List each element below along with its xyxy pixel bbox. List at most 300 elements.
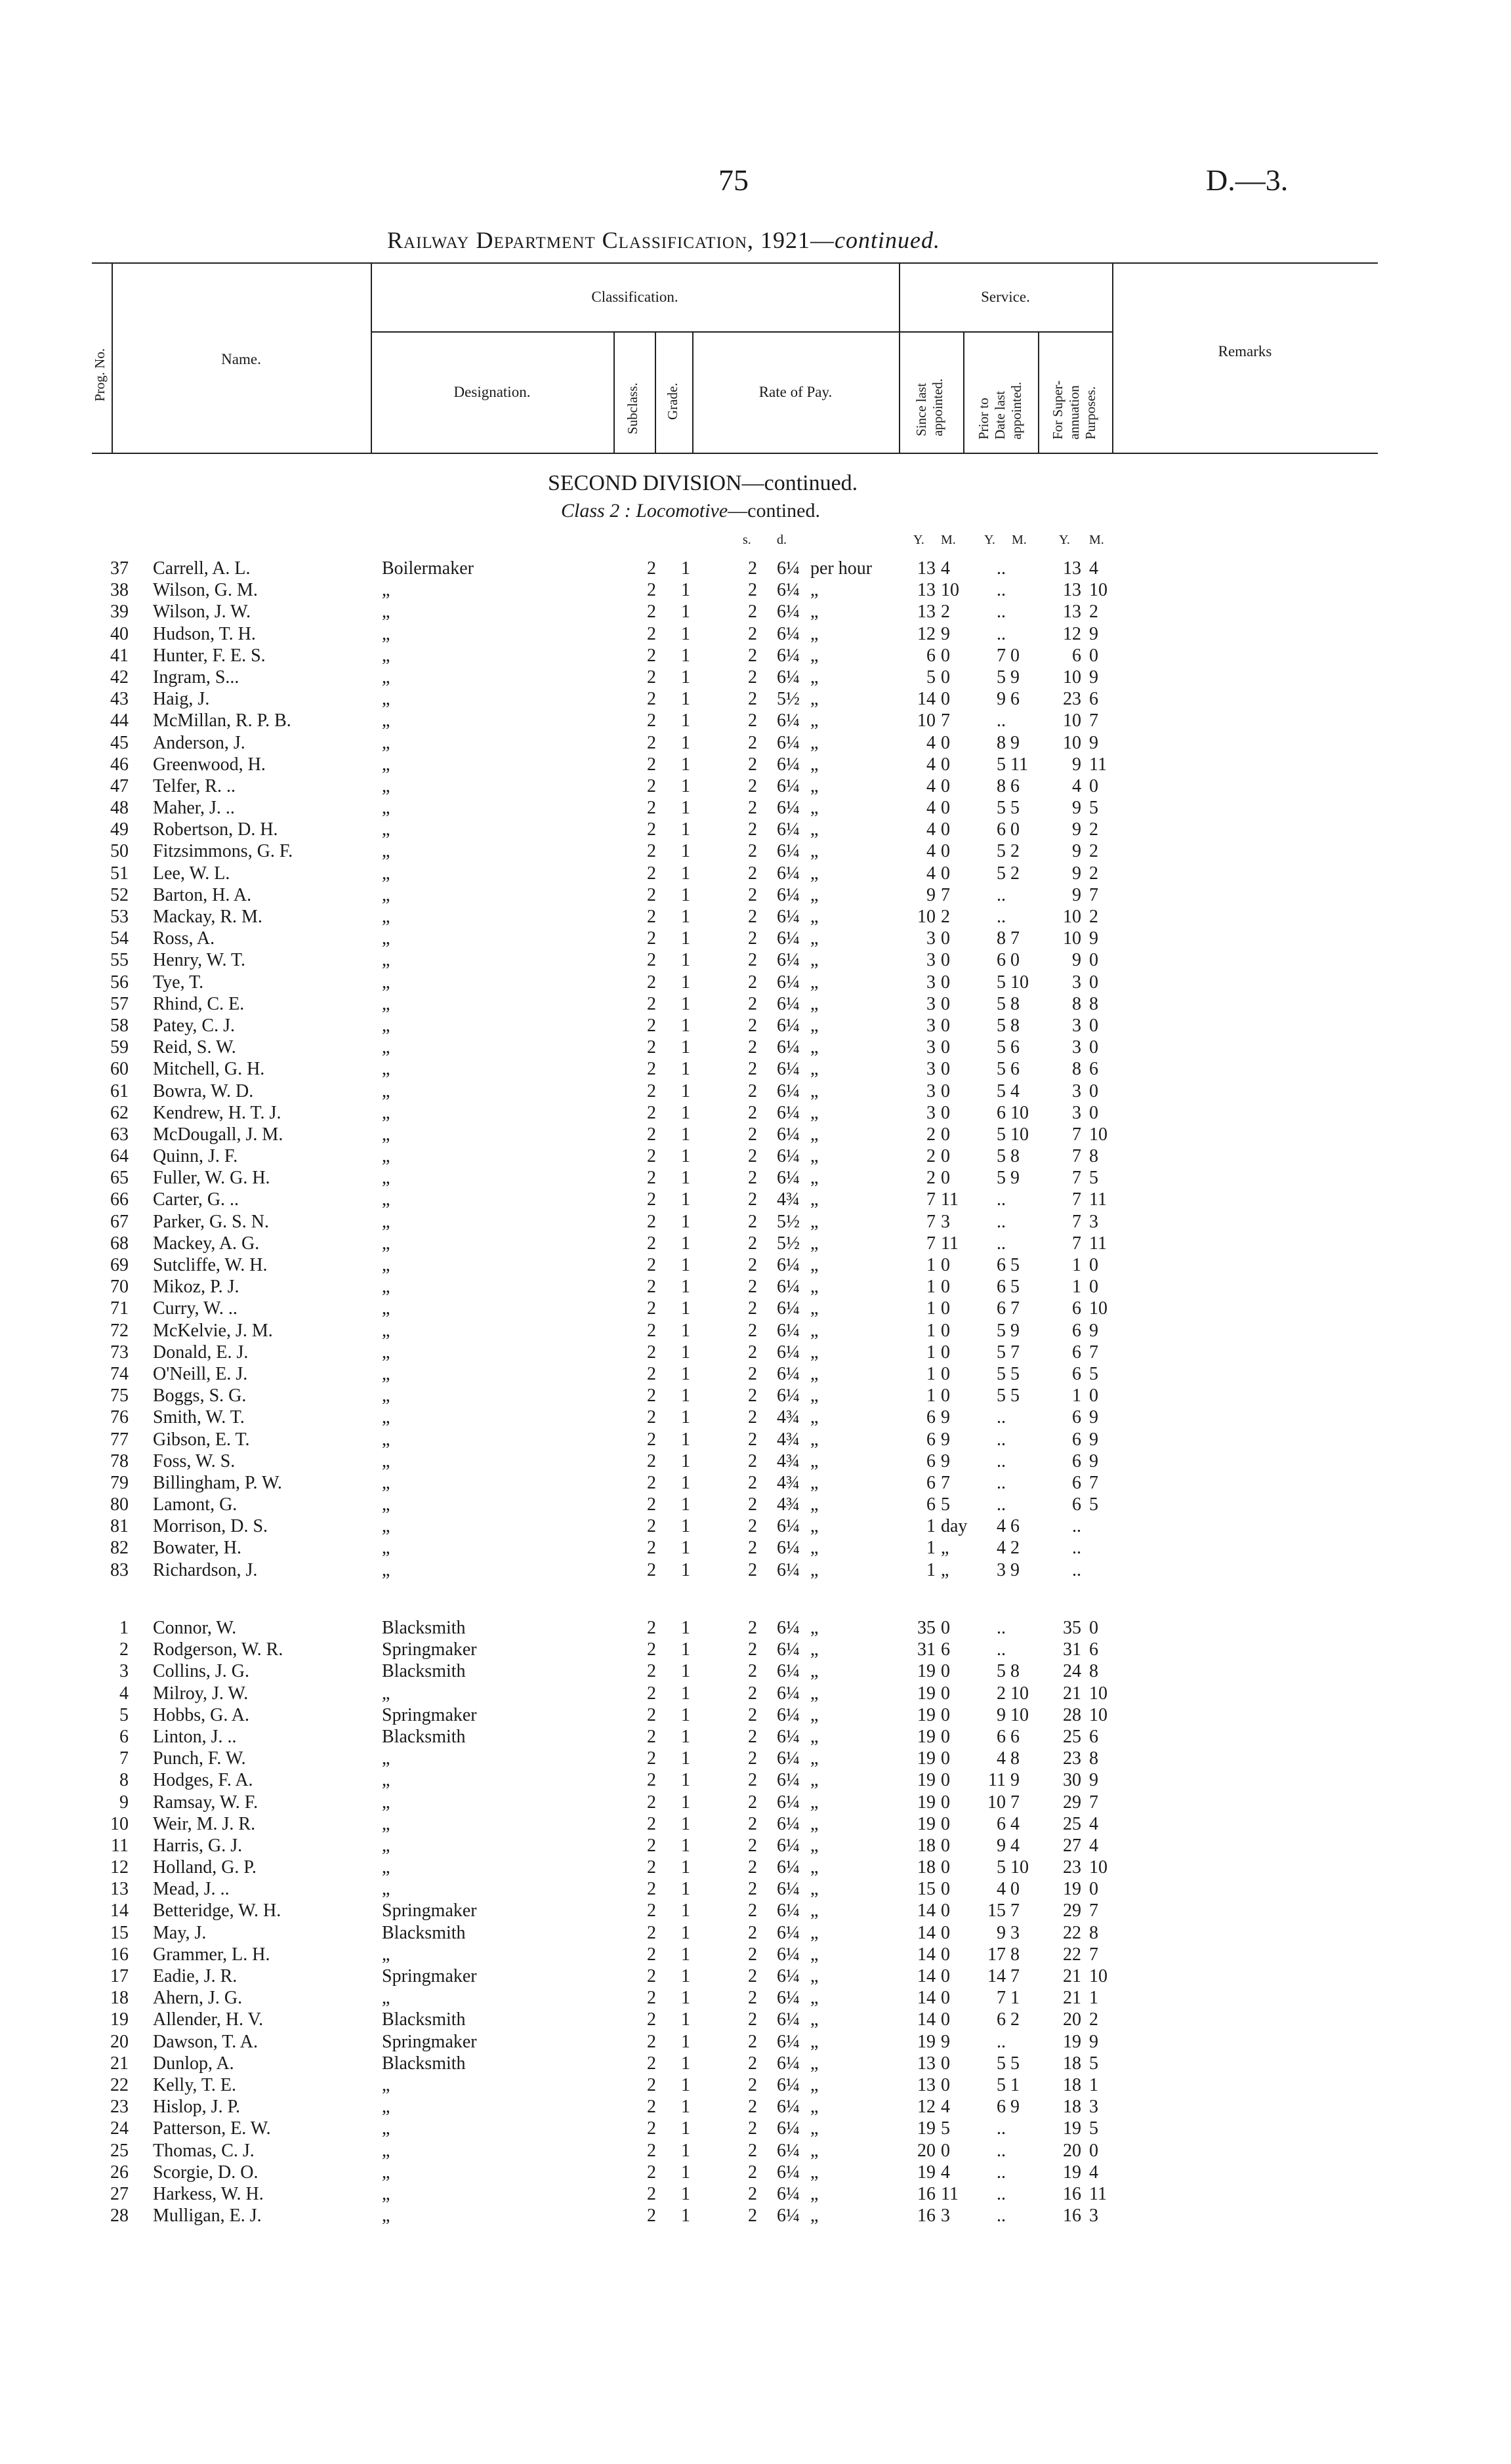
rate-shillings: 2 <box>748 1704 757 1725</box>
super-years: 9 <box>1072 863 1081 884</box>
super-months: 4 <box>1089 2162 1098 2183</box>
rate-shillings: 2 <box>748 2097 757 2118</box>
rate-shillings: 2 <box>748 1683 757 1704</box>
super-years: 9 <box>1072 950 1081 971</box>
super-years: .. <box>1072 1559 1081 1580</box>
prog-no: 61 <box>110 1080 129 1101</box>
since-months: 7 <box>941 710 950 731</box>
rate-unit: „ <box>810 1255 819 1275</box>
since-years: 1 <box>926 1363 936 1384</box>
prior-years: .. <box>997 1211 1006 1232</box>
designation: Blacksmith <box>382 2009 466 2030</box>
designation: „ <box>382 950 390 971</box>
employee-name: Ingram, S... <box>153 667 239 688</box>
rate-unit: „ <box>810 1363 819 1384</box>
super-months: 9 <box>1089 1407 1098 1428</box>
prior-years: 5 <box>997 1857 1006 1878</box>
rate-unit: „ <box>810 1748 819 1769</box>
rate-unit: „ <box>810 689 819 710</box>
designation: „ <box>382 2140 390 2161</box>
designation: „ <box>382 1386 390 1407</box>
grade: 1 <box>681 819 690 840</box>
super-years: 7 <box>1072 1124 1081 1145</box>
super-months: 0 <box>1089 1386 1098 1407</box>
employee-name: Kendrew, H. T. J. <box>153 1102 281 1123</box>
prog-no: 82 <box>110 1538 129 1559</box>
prior-months: 7 <box>1010 928 1020 949</box>
rate-shillings: 2 <box>748 1363 757 1384</box>
table-row <box>0 1037 1511 1058</box>
rate-unit: „ <box>810 1320 819 1341</box>
prior-months: 2 <box>1010 1538 1020 1559</box>
rate-pence: 6¼ <box>777 1516 800 1537</box>
table-row <box>0 2009 1511 2030</box>
designation: „ <box>382 1429 390 1450</box>
since-years: 19 <box>917 1792 936 1813</box>
super-years: 10 <box>1063 732 1081 753</box>
super-months: 0 <box>1089 1015 1098 1036</box>
prior-months: 5 <box>1010 798 1020 819</box>
super-years: 13 <box>1063 602 1081 623</box>
rate-pence: 6¼ <box>777 1363 800 1384</box>
prior-years: 6 <box>997 950 1006 971</box>
prog-no: 40 <box>110 623 129 644</box>
prog-no: 16 <box>110 1944 129 1965</box>
since-months: 4 <box>941 2097 950 2118</box>
since-years: 13 <box>917 580 936 601</box>
super-months: 7 <box>1089 710 1098 731</box>
rate-unit: „ <box>810 1277 819 1298</box>
employee-name: Ramsay, W. F. <box>153 1792 259 1813</box>
rate-unit: „ <box>810 2097 819 2118</box>
rate-unit: „ <box>810 1835 819 1856</box>
rate-pence: 6¼ <box>777 1879 800 1900</box>
super-years: 3 <box>1072 1102 1081 1123</box>
since-months: 0 <box>941 1080 950 1101</box>
super-months: 6 <box>1089 1639 1098 1660</box>
rate-shillings: 2 <box>748 1407 757 1428</box>
since-years: 4 <box>926 841 936 862</box>
table-row <box>0 797 1511 819</box>
since-months: 9 <box>941 2031 950 2052</box>
grade: 1 <box>681 1124 690 1145</box>
prior-years: 2 <box>997 1683 1006 1704</box>
grade: 1 <box>681 993 690 1014</box>
prior-years: .. <box>997 907 1006 927</box>
since-months: 0 <box>941 689 950 710</box>
table-row <box>0 906 1511 928</box>
prior-years: .. <box>997 1407 1006 1428</box>
rate-pence: 6¼ <box>777 775 800 796</box>
rate-unit: „ <box>810 1080 819 1101</box>
grade: 1 <box>681 2183 690 2204</box>
employee-name: Carrell, A. L. <box>153 558 251 579</box>
rate-shillings: 2 <box>748 1857 757 1878</box>
designation: „ <box>382 1770 390 1791</box>
prog-no: 37 <box>110 558 129 579</box>
prior-years: 14 <box>987 1966 1006 1986</box>
rate-unit: „ <box>810 2140 819 2161</box>
since-years: 14 <box>917 689 936 710</box>
rate-unit: „ <box>810 2074 819 2095</box>
prior-years: .. <box>997 2206 1006 2227</box>
prior-years: 9 <box>997 1704 1006 1725</box>
rate-shillings: 2 <box>748 710 757 731</box>
table-row <box>0 1835 1511 1857</box>
rate-pence: 6¼ <box>777 667 800 688</box>
rate-pence: 6¼ <box>777 907 800 927</box>
since-years: 19 <box>917 2118 936 2139</box>
since-months: 4 <box>941 558 950 579</box>
prior-months: 11 <box>1010 754 1028 775</box>
subclass: 2 <box>647 732 656 753</box>
super-years: 6 <box>1072 1342 1081 1363</box>
employee-name: Mackey, A. G. <box>153 1233 260 1254</box>
super-years: 6 <box>1072 1298 1081 1319</box>
since-years: 3 <box>926 1102 936 1123</box>
rate-shillings: 2 <box>748 1966 757 1986</box>
rate-pence: 6¼ <box>777 1059 800 1080</box>
prog-no: 55 <box>110 950 129 971</box>
since-months: „ <box>941 1559 949 1580</box>
rate-shillings: 2 <box>748 2009 757 2030</box>
rate-unit: per hour <box>810 558 873 579</box>
prog-no: 65 <box>110 1168 129 1189</box>
grade: 1 <box>681 1538 690 1559</box>
subclass: 2 <box>647 623 656 644</box>
prior-years: 6 <box>997 1277 1006 1298</box>
super-months: 9 <box>1089 1320 1098 1341</box>
rate-unit: „ <box>810 1639 819 1660</box>
designation: „ <box>382 2074 390 2095</box>
super-years: 13 <box>1063 558 1081 579</box>
grade: 1 <box>681 2118 690 2139</box>
rate-unit: „ <box>810 884 819 905</box>
subclass: 2 <box>647 2183 656 2204</box>
prior-months: 6 <box>1010 1037 1020 1058</box>
employee-name: Hislop, J. P. <box>153 2097 241 2118</box>
prior-months: 0 <box>1010 1879 1020 1900</box>
prior-years: .. <box>997 1618 1006 1638</box>
prior-years: 9 <box>997 1835 1006 1856</box>
rate-shillings: 2 <box>748 1146 757 1167</box>
table-row <box>0 601 1511 623</box>
since-years: 5 <box>926 667 936 688</box>
employee-name: Mitchell, G. H. <box>153 1059 265 1080</box>
prog-no: 17 <box>110 1966 129 1986</box>
table-row <box>0 884 1511 906</box>
subclass: 2 <box>647 689 656 710</box>
rate-unit: „ <box>810 2206 819 2227</box>
rate-unit: „ <box>810 798 819 819</box>
since-years: 35 <box>917 1618 936 1638</box>
rate-pence: 6¼ <box>777 754 800 775</box>
grade: 1 <box>681 1922 690 1943</box>
subclass: 2 <box>647 993 656 1014</box>
page-number: 75 <box>718 163 749 197</box>
table-row <box>0 754 1511 775</box>
grade: 1 <box>681 689 690 710</box>
prior-years: 5 <box>997 1059 1006 1080</box>
since-years: 4 <box>926 798 936 819</box>
super-years: 10 <box>1063 928 1081 949</box>
designation: „ <box>382 1538 390 1559</box>
subclass: 2 <box>647 1429 656 1450</box>
super-years: .. <box>1072 1516 1081 1537</box>
designation: „ <box>382 667 390 688</box>
super-years: 1 <box>1072 1255 1081 1275</box>
rate-pence: 6¼ <box>777 1102 800 1123</box>
unit-years: Y. <box>1059 533 1070 547</box>
rate-shillings: 2 <box>748 1080 757 1101</box>
super-years: 7 <box>1072 1211 1081 1232</box>
rate-shillings: 2 <box>748 1516 757 1537</box>
prog-no: 39 <box>110 602 129 623</box>
rate-unit: „ <box>810 972 819 993</box>
since-years: 3 <box>926 1059 936 1080</box>
since-months: 0 <box>941 1618 950 1638</box>
rate-pence: 6¼ <box>777 1726 800 1747</box>
since-years: 6 <box>926 1407 936 1428</box>
grade: 1 <box>681 841 690 862</box>
rate-shillings: 2 <box>748 798 757 819</box>
rate-shillings: 2 <box>748 775 757 796</box>
super-years: 18 <box>1063 2074 1081 2095</box>
since-years: 14 <box>917 1988 936 2009</box>
super-months: 0 <box>1089 1102 1098 1123</box>
designation: Blacksmith <box>382 1726 466 1747</box>
rate-shillings: 2 <box>748 2031 757 2052</box>
designation: „ <box>382 2118 390 2139</box>
rate-shillings: 2 <box>748 1879 757 1900</box>
employee-name: Harkess, W. H. <box>153 2183 264 2204</box>
table-row <box>0 1233 1511 1254</box>
subclass: 2 <box>647 972 656 993</box>
since-months: 0 <box>941 2074 950 2095</box>
prior-months: 9 <box>1010 1320 1020 1341</box>
since-years: 2 <box>926 1146 936 1167</box>
subclass: 2 <box>647 1792 656 1813</box>
rate-unit: „ <box>810 602 819 623</box>
super-years: 6 <box>1072 1363 1081 1384</box>
header-since-last: Since last appointed. <box>913 378 945 436</box>
prior-months: 0 <box>1010 645 1020 666</box>
prog-no: 78 <box>110 1450 129 1471</box>
since-years: 4 <box>926 775 936 796</box>
employee-name: Anderson, J. <box>153 732 245 753</box>
super-months: 3 <box>1089 2206 1098 2227</box>
employee-name: Quinn, J. F. <box>153 1146 238 1167</box>
rate-pence: 6¼ <box>777 863 800 884</box>
rate-unit: „ <box>810 1494 819 1515</box>
table-row <box>0 1792 1511 1813</box>
prog-no: 9 <box>119 1792 129 1813</box>
subclass: 2 <box>647 884 656 905</box>
grade: 1 <box>681 2074 690 2095</box>
employee-name: Hunter, F. E. S. <box>153 645 266 666</box>
since-months: 0 <box>941 1770 950 1791</box>
rate-unit: „ <box>810 1726 819 1747</box>
table-row <box>0 1660 1511 1682</box>
since-months: 0 <box>941 798 950 819</box>
super-months: 2 <box>1089 602 1098 623</box>
table-row <box>0 1298 1511 1319</box>
designation: „ <box>382 1211 390 1232</box>
rate-shillings: 2 <box>748 1342 757 1363</box>
since-years: 1 <box>926 1277 936 1298</box>
prog-no: 15 <box>110 1922 129 1943</box>
header-bottom-rule <box>92 453 1378 454</box>
since-years: 6 <box>926 1494 936 1515</box>
rate-unit: „ <box>810 1233 819 1254</box>
since-years: 12 <box>917 2097 936 2118</box>
rate-pence: 6¼ <box>777 1922 800 1943</box>
subclass: 2 <box>647 2074 656 2095</box>
employee-name: Morrison, D. S. <box>153 1516 268 1537</box>
subclass: 2 <box>647 1386 656 1407</box>
rate-shillings: 2 <box>748 1189 757 1210</box>
since-years: 2 <box>926 1124 936 1145</box>
designation: „ <box>382 1080 390 1101</box>
prior-months: 10 <box>1010 1124 1029 1145</box>
since-months: 5 <box>941 1494 950 1515</box>
since-months: 9 <box>941 623 950 644</box>
designation: „ <box>382 1683 390 1704</box>
subclass: 2 <box>647 2053 656 2074</box>
super-months: 11 <box>1089 1233 1107 1254</box>
prog-no: 69 <box>110 1255 129 1275</box>
employee-name: Punch, F. W. <box>153 1748 246 1769</box>
rate-shillings: 2 <box>748 602 757 623</box>
rate-pence: 6¼ <box>777 1704 800 1725</box>
since-years: 14 <box>917 1944 936 1965</box>
table-row <box>0 2096 1511 2118</box>
super-months: 1 <box>1089 1988 1098 2009</box>
subclass: 2 <box>647 1922 656 1943</box>
rate-shillings: 2 <box>748 2183 757 2204</box>
subclass: 2 <box>647 2206 656 2227</box>
employee-name: Wilson, J. W. <box>153 602 251 623</box>
prior-months: 5 <box>1010 1363 1020 1384</box>
since-months: 0 <box>941 1857 950 1878</box>
since-months: 0 <box>941 645 950 666</box>
since-years: 2 <box>926 1168 936 1189</box>
rate-pence: 6¼ <box>777 1015 800 1036</box>
since-years: 15 <box>917 1879 936 1900</box>
prior-years: 9 <box>997 1922 1006 1943</box>
prior-years: 5 <box>997 1342 1006 1363</box>
table-row <box>0 623 1511 645</box>
rate-pence: 6¼ <box>777 1255 800 1275</box>
super-months: 5 <box>1089 1363 1098 1384</box>
employee-name: Hudson, T. H. <box>153 623 256 644</box>
rate-pence: 6¼ <box>777 1813 800 1834</box>
designation: Springmaker <box>382 1966 477 1986</box>
rate-unit: „ <box>810 1559 819 1580</box>
grade: 1 <box>681 2053 690 2074</box>
employee-name: Foss, W. S. <box>153 1450 236 1471</box>
prior-months: 7 <box>1010 1298 1020 1319</box>
grade: 1 <box>681 1900 690 1921</box>
rate-shillings: 2 <box>748 1835 757 1856</box>
employee-name: Robertson, D. H. <box>153 819 278 840</box>
designation: „ <box>382 645 390 666</box>
prior-years: 5 <box>997 972 1006 993</box>
grade: 1 <box>681 1342 690 1363</box>
super-years: 9 <box>1072 819 1081 840</box>
rate-pence: 6¼ <box>777 1835 800 1856</box>
since-months: 0 <box>941 841 950 862</box>
super-years: 29 <box>1063 1792 1081 1813</box>
rate-shillings: 2 <box>748 907 757 927</box>
since-months: 0 <box>941 863 950 884</box>
prog-no: 52 <box>110 884 129 905</box>
rate-pence: 6¼ <box>777 884 800 905</box>
rate-shillings: 2 <box>748 1429 757 1450</box>
subclass: 2 <box>647 1900 656 1921</box>
unit-years: Y. <box>913 533 924 547</box>
prior-months: 10 <box>1010 1102 1029 1123</box>
rate-unit: „ <box>810 1944 819 1965</box>
prior-years: 6 <box>997 1255 1006 1275</box>
since-years: 3 <box>926 1015 936 1036</box>
super-months: 2 <box>1089 907 1098 927</box>
prog-no: 51 <box>110 863 129 884</box>
prior-years: 7 <box>997 1988 1006 2009</box>
since-months: 0 <box>941 1966 950 1986</box>
super-years: 21 <box>1063 1966 1081 1986</box>
super-months: 9 <box>1089 1770 1098 1791</box>
since-years: 7 <box>926 1189 936 1210</box>
employee-name: Dunlop, A. <box>153 2053 234 2074</box>
employee-name: Allender, H. V. <box>153 2009 264 2030</box>
super-years: 25 <box>1063 1726 1081 1747</box>
prog-no: 44 <box>110 710 129 731</box>
rate-unit: „ <box>810 1770 819 1791</box>
grade: 1 <box>681 1559 690 1580</box>
since-months: 2 <box>941 907 950 927</box>
prior-years: 6 <box>997 1102 1006 1123</box>
since-months: 0 <box>941 1726 950 1747</box>
super-years: 10 <box>1063 667 1081 688</box>
prior-years: 5 <box>997 1363 1006 1384</box>
rate-unit: „ <box>810 1059 819 1080</box>
prior-months: 2 <box>1010 2009 1020 2030</box>
prior-months: 9 <box>1010 667 1020 688</box>
prior-months: 8 <box>1010 1146 1020 1167</box>
employee-name: Patterson, E. W. <box>153 2118 271 2139</box>
prior-months: 8 <box>1010 1661 1020 1682</box>
prog-no: 67 <box>110 1211 129 1232</box>
rate-pence: 6¼ <box>777 1988 800 2009</box>
super-years: 6 <box>1072 1450 1081 1471</box>
col-divider <box>655 331 656 453</box>
grade: 1 <box>681 1944 690 1965</box>
since-months: 0 <box>941 2053 950 2074</box>
rate-shillings: 2 <box>748 1450 757 1471</box>
rate-unit: „ <box>810 1988 819 2009</box>
grade: 1 <box>681 1080 690 1101</box>
since-years: 6 <box>926 1429 936 1450</box>
prog-no: 27 <box>110 2183 129 2204</box>
rate-unit: „ <box>810 1472 819 1493</box>
table-row <box>0 1537 1511 1559</box>
subclass: 2 <box>647 928 656 949</box>
rate-pence: 5½ <box>777 689 800 710</box>
table-row <box>0 1015 1511 1037</box>
grade: 1 <box>681 1726 690 1747</box>
prior-months: 7 <box>1010 1900 1020 1921</box>
